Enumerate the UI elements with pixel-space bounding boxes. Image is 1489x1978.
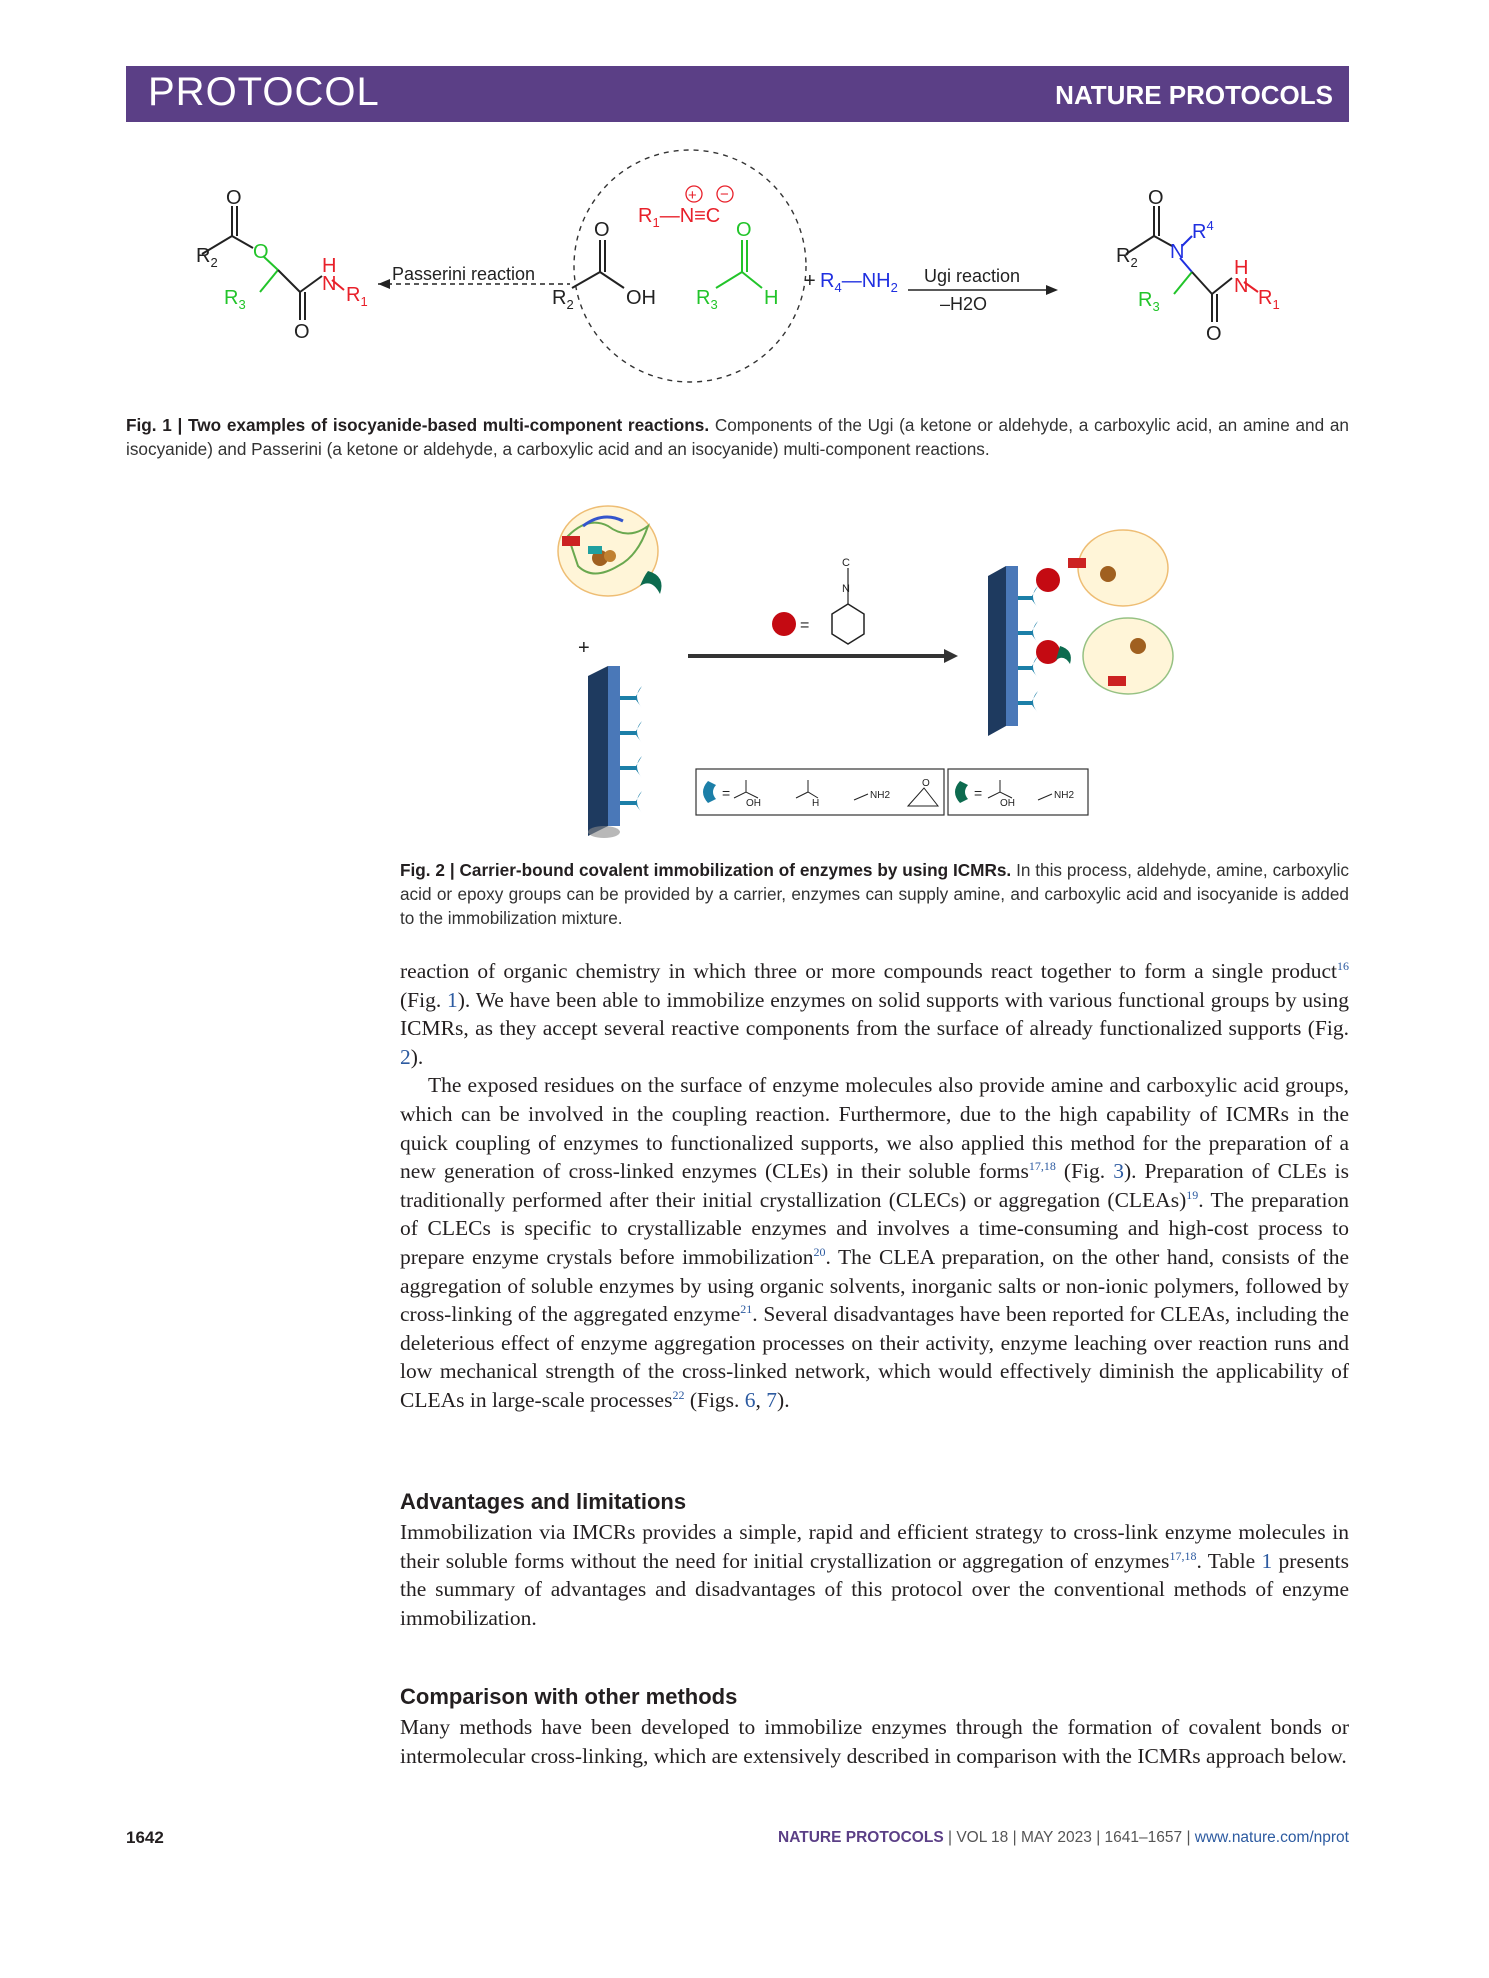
- svg-text:R4—NH2: $R_4—NH_2$: [820, 270, 898, 295]
- svg-text:O: O: [226, 187, 242, 209]
- footer-pages: 1641–1657: [1104, 1829, 1183, 1846]
- carrier-left: [588, 666, 642, 838]
- svg-text:R2: $R_2$: [552, 287, 574, 312]
- footer-date: MAY 2023: [1020, 1829, 1092, 1846]
- svg-text:O: O: [1148, 187, 1164, 209]
- svg-text:=: =: [722, 785, 731, 801]
- body-paragraph-1: reaction of organic chemistry in which three or more compounds react together to form a single product$^{16}$ (Fig. 1). We have been able to immobilize enzymes on solid supports with various functional groups by using ICMRs, as they accept several reactive components from the surface of already functionalized supports (Fig. 2).: [400, 958, 1349, 1069]
- svg-text:H: H: [764, 287, 779, 309]
- table-link[interactable]: 1: [1261, 1548, 1273, 1573]
- advantages-heading: Advantages and limitations: [400, 1489, 687, 1514]
- ref-link[interactable]: 17,18: [1169, 1548, 1197, 1563]
- plus-sign: +: [578, 637, 590, 659]
- svg-text:−: −: [720, 186, 729, 203]
- footer-volume: VOL 18: [956, 1829, 1009, 1846]
- reagent-equals: =: [800, 617, 810, 634]
- svg-text:C: C: [842, 557, 850, 569]
- page-number: 1642: [126, 1828, 164, 1847]
- footer-journal: NATURE PROTOCOLS: [778, 1829, 944, 1846]
- figure-1-caption-title: Fig. 1 | Two examples of isocyanide-based multi-component reactions.: [126, 415, 710, 435]
- svg-text:=: =: [974, 785, 983, 801]
- header-bar: [126, 66, 1349, 122]
- components-circle: [574, 150, 806, 382]
- ugi-label: Ugi reaction: [924, 266, 1021, 286]
- body-paragraph-2: The exposed residues on the surface of enzyme molecules also provide amine and carboxylic acid groups, which can be involved in the coupling reaction. Furthermore, due to the high capability of ICMRs in the quick coupling of enzymes to functionalized supports, we also applied this method for the preparation of a new generation of cross-linked enzymes (CLEs) in their soluble forms$^{17,18}$ (Fig. 3). Preparation of CLEs is traditionally performed after their initial crystallization (CLECs) or aggregation (CLEAs)$^{19}$. The preparation of CLECs is specific to crystallizable enzymes and involves a time-consuming and high-cost process to prepare enzyme crystals before immobilization$^{20}$. The CLEA preparation, on the other hand, consists of the aggregation of soluble enzymes by using organic solvents, inorganic salts or non-ionic polymers, followed by cross-linking of the aggregated enzyme$^{21}$. Several disadvantages have been reported for CLEAs, including the deleterious effect of enzyme aggregation processes on their activity, enzyme leaching over reaction runs and low mechanical strength of the cross-linked network, which would effectively diminish the applicability of CLEAs in large-scale processes$^{22}$ (Figs. 6, 7).: [400, 1073, 1349, 1412]
- svg-text:O: O: [736, 219, 752, 241]
- carrier-right: [988, 530, 1173, 736]
- svg-text:N: N: [842, 583, 850, 595]
- comparison-paragraph: Many methods have been developed to immobilize enzymes through the formation of covalent bonds or intermolecular cross-linking, which are extensively described in comparison with the ICMRs approach below.: [400, 1715, 1349, 1768]
- svg-text:R1—N≡C: $R_1—N\equiv C$: [638, 205, 721, 230]
- svg-text:+: +: [688, 187, 697, 204]
- svg-text:N: N: [322, 273, 337, 295]
- legend-right-nh2: NH2: [1054, 790, 1075, 801]
- svg-text:R1: $R_1$: [346, 284, 368, 309]
- svg-text:O: O: [253, 241, 269, 263]
- ref-link[interactable]: 16: [1337, 958, 1349, 973]
- advantages-paragraph: Immobilization via IMCRs provides a simple, rapid and efficient strategy to cross-link enzyme molecules in their soluble forms without the need for initial crystallization or aggregation of enzymes$^{17,18}$. Table 1 presents the summary of advantages and disadvantages of this protocol over the conventional methods of enzyme immobilization.: [400, 1520, 1349, 1630]
- section-label: PROTOCOL: [148, 70, 380, 114]
- figure-2-caption-text: In this process, aldehyde, amine, carboxylic acid or epoxy groups can be provided by a carrier, enzymes can supply amine, and carboxylic acid and isocyanide is added to the immobilization mixture.: [400, 860, 1349, 928]
- minus-water-label: –H2O: [940, 294, 988, 314]
- ref-link[interactable]: 20: [813, 1244, 826, 1259]
- legend-h: H: [812, 798, 820, 809]
- body-text: [400, 957, 1349, 1415]
- legend-left: [696, 769, 944, 815]
- svg-text:R4: $R^4$: [1192, 218, 1214, 243]
- svg-text:O: O: [294, 321, 310, 343]
- svg-text:R3: $R_3$: [696, 287, 718, 312]
- svg-text:+: +: [804, 270, 816, 292]
- footer-citation: NATURE PROTOCOLS | VOL 18 | MAY 2023 | 1641–1657 | www.nature.com/nprot: [778, 1829, 1349, 1846]
- footer-url[interactable]: www.nature.com/nprot: [1194, 1829, 1349, 1846]
- svg-text:O: O: [1206, 323, 1222, 345]
- svg-text:H: H: [322, 255, 337, 277]
- svg-text:R3: $R_3$: [1138, 289, 1160, 314]
- legend-right: [948, 769, 1088, 815]
- svg-text:H: H: [1234, 257, 1249, 279]
- ref-link[interactable]: 19: [1186, 1187, 1199, 1202]
- legend-nh2: NH2: [870, 790, 891, 801]
- enzyme-icon: [558, 506, 662, 596]
- svg-text:OH: OH: [626, 287, 656, 309]
- journal-label: NATURE PROTOCOLS: [1055, 80, 1333, 110]
- figure-2-caption: [400, 858, 1349, 930]
- figure-link[interactable]: 7: [766, 1387, 778, 1412]
- ref-link[interactable]: 22: [672, 1387, 685, 1402]
- legend-oh: OH: [746, 798, 761, 809]
- figure-1-caption: [126, 413, 1349, 461]
- ref-link[interactable]: 21: [740, 1301, 753, 1316]
- figure-2-schematic: [548, 496, 1188, 851]
- ref-link[interactable]: 17,18: [1028, 1159, 1056, 1173]
- figure-link[interactable]: 1: [447, 987, 458, 1012]
- svg-text:R1: $R_1$: [1258, 287, 1280, 312]
- figure-link[interactable]: 3: [1113, 1159, 1124, 1184]
- figure-1-scheme: [180, 148, 1300, 398]
- svg-text:N: N: [1170, 241, 1185, 263]
- svg-text:R2: $R_2$: [196, 245, 218, 270]
- figure-link[interactable]: 6: [744, 1387, 756, 1412]
- svg-text:R2: $R_2$: [1116, 245, 1138, 270]
- svg-text:N: N: [1234, 275, 1249, 297]
- legend-right-oh: OH: [1000, 798, 1015, 809]
- figure-2-caption-title: Fig. 2 | Carrier-bound covalent immobilization of enzymes by using ICMRs.: [400, 860, 1012, 880]
- passerini-label: Passerini reaction: [392, 264, 536, 284]
- figure-1-caption-text: Components of the Ugi (a ketone or aldehyde, a carboxylic acid, an amine and an isocyanide) and Passerini (a ketone or aldehyde, a carboxylic acid and an isocyanide) multi-component reactions.: [126, 415, 1349, 459]
- svg-text:R3: $R_3$: [224, 287, 246, 312]
- comparison-heading: Comparison with other methods: [400, 1684, 738, 1709]
- figure-link[interactable]: 2: [400, 1044, 411, 1069]
- legend-epoxide-o: O: [922, 778, 930, 789]
- svg-text:O: O: [594, 219, 610, 241]
